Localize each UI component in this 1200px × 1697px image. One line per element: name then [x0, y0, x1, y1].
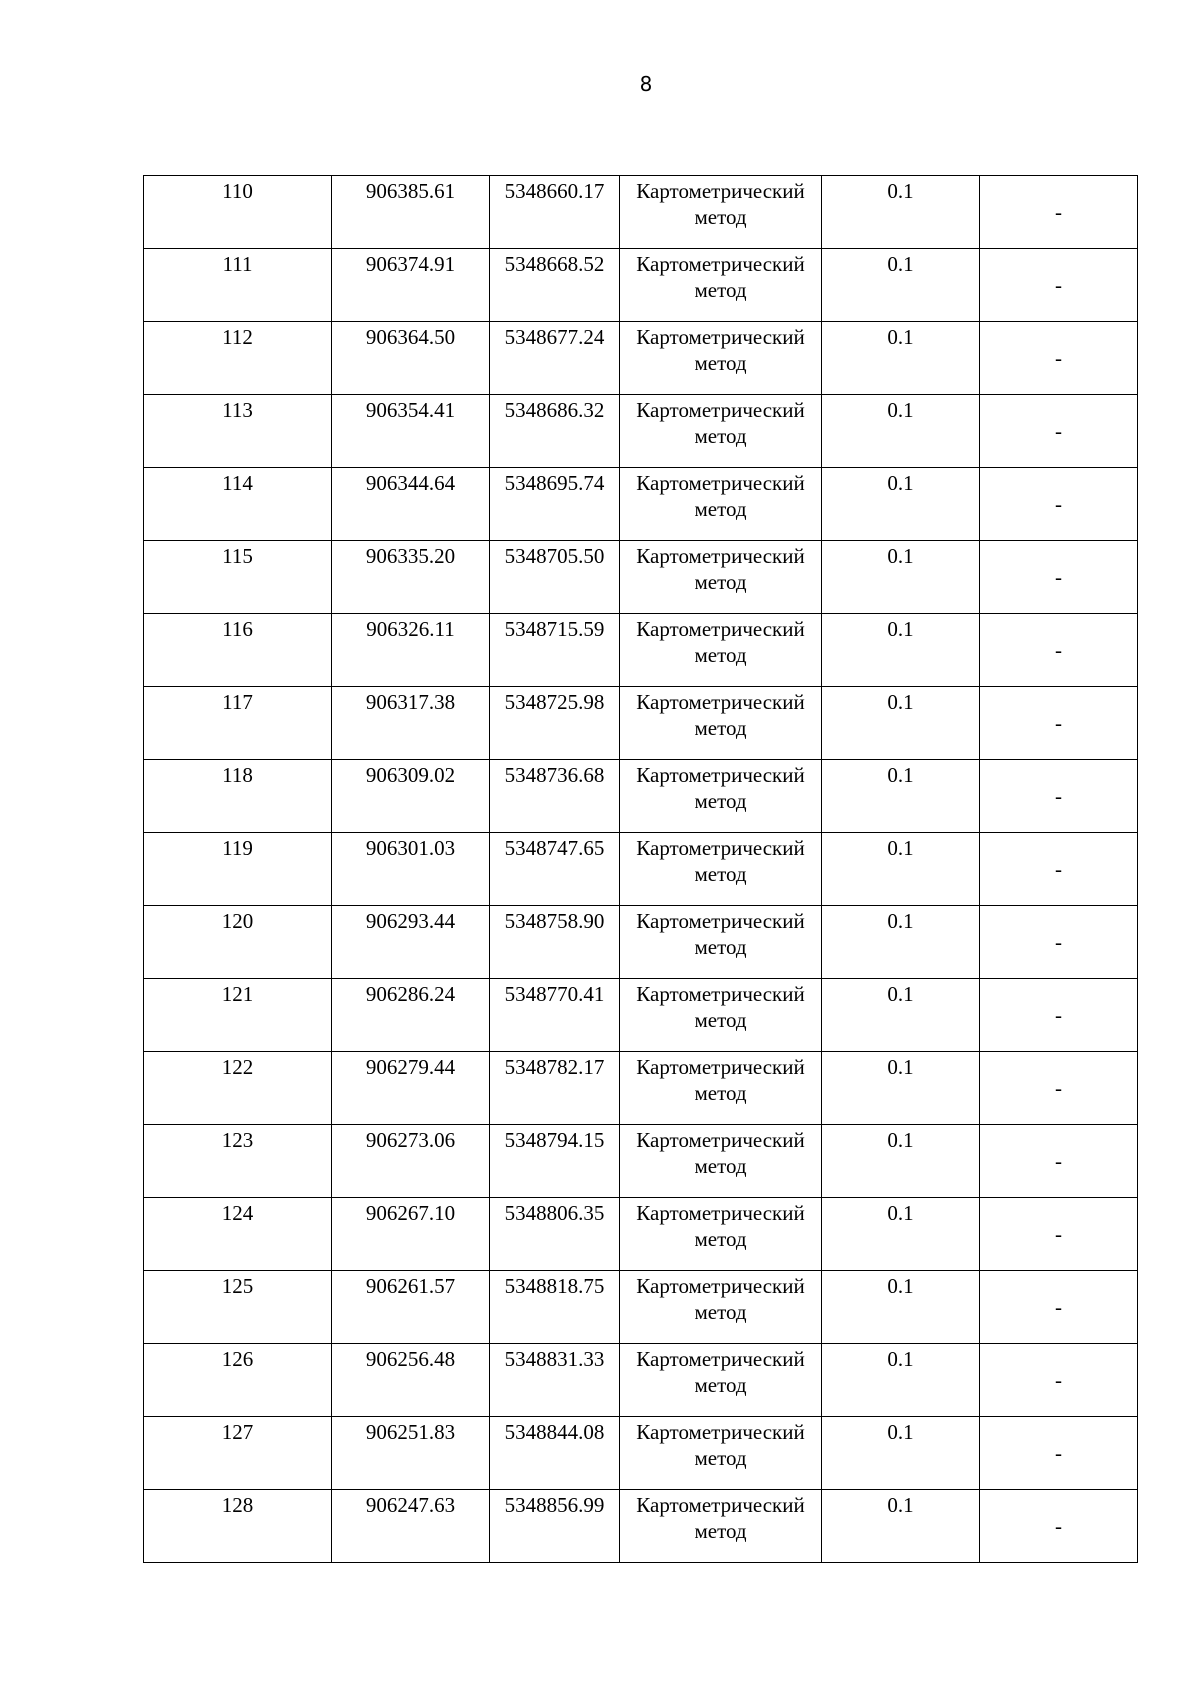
y-coordinate-cell: [490, 1271, 620, 1344]
accuracy-cell-text: 0.1: [887, 1420, 914, 1444]
accuracy-cell: [822, 1198, 980, 1271]
accuracy-cell-text: 0.1: [887, 1347, 914, 1371]
note-cell: [980, 687, 1138, 760]
accuracy-cell: [822, 906, 980, 979]
accuracy-cell-text: 0.1: [887, 1201, 914, 1225]
x-coordinate-cell: [332, 1271, 490, 1344]
accuracy-cell-text: 0.1: [887, 1493, 914, 1517]
method-cell-text: Картометрический метод: [636, 1201, 805, 1251]
method-cell: [620, 1271, 822, 1344]
accuracy-cell: [822, 833, 980, 906]
y-coordinate-cell: [490, 468, 620, 541]
accuracy-cell-text: 0.1: [887, 1055, 914, 1079]
accuracy-cell: [822, 395, 980, 468]
y-coordinate-cell-text: 5348660.17: [504, 179, 605, 203]
accuracy-cell: [822, 1125, 980, 1198]
method-cell-text: Картометрический метод: [636, 1055, 805, 1105]
accuracy-cell-text: 0.1: [887, 252, 914, 276]
y-coordinate-cell-text: 5348677.24: [504, 325, 605, 349]
note-cell: [980, 1052, 1138, 1125]
note-cell: [980, 1344, 1138, 1417]
note-cell-text: -: [1055, 1076, 1062, 1100]
y-coordinate-cell: [490, 1417, 620, 1490]
note-cell-text: -: [1055, 1222, 1062, 1246]
point-number-cell: [144, 468, 332, 541]
accuracy-cell-text: 0.1: [887, 1128, 914, 1152]
note-cell-text: -: [1055, 565, 1062, 589]
y-coordinate-cell-text: 5348831.33: [504, 1347, 605, 1371]
table-row: [144, 979, 1138, 1052]
x-coordinate-cell-text: 906273.06: [365, 1128, 456, 1152]
x-coordinate-cell: [332, 541, 490, 614]
table-row: [144, 1125, 1138, 1198]
table-row: [144, 322, 1138, 395]
table-row: [144, 176, 1138, 249]
x-coordinate-cell: [332, 833, 490, 906]
method-cell: [620, 395, 822, 468]
y-coordinate-cell-text: 5348736.68: [504, 763, 605, 787]
method-cell-text: Картометрический метод: [636, 763, 805, 813]
point-number-cell: [144, 322, 332, 395]
y-coordinate-cell-text: 5348818.75: [504, 1274, 605, 1298]
x-coordinate-cell-text: 906326.11: [366, 617, 455, 641]
y-coordinate-cell: [490, 979, 620, 1052]
method-cell-text: Картометрический метод: [636, 398, 805, 448]
x-coordinate-cell-text: 906301.03: [365, 836, 456, 860]
y-coordinate-cell-text: 5348747.65: [504, 836, 605, 860]
table-row: [144, 249, 1138, 322]
point-number-cell-text: 123: [221, 1128, 254, 1152]
table-row: [144, 614, 1138, 687]
table-row: [144, 1198, 1138, 1271]
accuracy-cell: [822, 1344, 980, 1417]
accuracy-cell-text: 0.1: [887, 909, 914, 933]
y-coordinate-cell: [490, 249, 620, 322]
note-cell-text: -: [1055, 1149, 1062, 1173]
point-number-cell-text: 110: [222, 179, 253, 203]
y-coordinate-cell: [490, 395, 620, 468]
x-coordinate-cell-text: 906256.48: [365, 1347, 456, 1371]
coordinates-table-body: [144, 176, 1138, 1563]
point-number-cell-text: 127: [221, 1420, 254, 1444]
table-row: [144, 760, 1138, 833]
point-number-cell: [144, 833, 332, 906]
method-cell: [620, 906, 822, 979]
x-coordinate-cell-text: 906335.20: [365, 544, 456, 568]
note-cell-text: -: [1055, 857, 1062, 881]
point-number-cell: [144, 1344, 332, 1417]
point-number-cell: [144, 1490, 332, 1563]
method-cell: [620, 1125, 822, 1198]
y-coordinate-cell: [490, 1344, 620, 1417]
accuracy-cell: [822, 1417, 980, 1490]
accuracy-cell: [822, 176, 980, 249]
accuracy-cell: [822, 322, 980, 395]
x-coordinate-cell: [332, 687, 490, 760]
note-cell: [980, 833, 1138, 906]
method-cell-text: Картометрический метод: [636, 471, 805, 521]
note-cell-text: -: [1055, 200, 1062, 224]
method-cell: [620, 249, 822, 322]
note-cell: [980, 1490, 1138, 1563]
table-row: [144, 395, 1138, 468]
point-number-cell: [144, 979, 332, 1052]
x-coordinate-cell-text: 906364.50: [365, 325, 456, 349]
accuracy-cell: [822, 687, 980, 760]
y-coordinate-cell: [490, 687, 620, 760]
method-cell: [620, 614, 822, 687]
x-coordinate-cell: [332, 1125, 490, 1198]
point-number-cell: [144, 1125, 332, 1198]
note-cell: [980, 1198, 1138, 1271]
table-row: [144, 468, 1138, 541]
y-coordinate-cell-text: 5348794.15: [504, 1128, 605, 1152]
x-coordinate-cell: [332, 760, 490, 833]
x-coordinate-cell-text: 906344.64: [365, 471, 456, 495]
accuracy-cell-text: 0.1: [887, 398, 914, 422]
x-coordinate-cell: [332, 468, 490, 541]
method-cell: [620, 176, 822, 249]
note-cell-text: -: [1055, 1514, 1062, 1538]
point-number-cell-text: 120: [221, 909, 254, 933]
method-cell-text: Картометрический метод: [636, 1274, 805, 1324]
method-cell: [620, 833, 822, 906]
method-cell: [620, 760, 822, 833]
table-row: [144, 906, 1138, 979]
point-number-cell-text: 122: [221, 1055, 254, 1079]
note-cell-text: -: [1055, 784, 1062, 808]
note-cell-text: -: [1055, 638, 1062, 662]
point-number-cell-text: 112: [222, 325, 253, 349]
note-cell: [980, 760, 1138, 833]
method-cell-text: Картометрический метод: [636, 1347, 805, 1397]
y-coordinate-cell: [490, 906, 620, 979]
y-coordinate-cell: [490, 1125, 620, 1198]
accuracy-cell-text: 0.1: [887, 836, 914, 860]
x-coordinate-cell: [332, 906, 490, 979]
y-coordinate-cell-text: 5348806.35: [504, 1201, 605, 1225]
note-cell: [980, 176, 1138, 249]
note-cell: [980, 906, 1138, 979]
method-cell-text: Картометрический метод: [636, 179, 805, 229]
accuracy-cell-text: 0.1: [887, 1274, 914, 1298]
method-cell: [620, 1198, 822, 1271]
y-coordinate-cell-text: 5348758.90: [504, 909, 605, 933]
accuracy-cell-text: 0.1: [887, 690, 914, 714]
note-cell-text: -: [1055, 930, 1062, 954]
point-number-cell-text: 114: [222, 471, 253, 495]
y-coordinate-cell: [490, 322, 620, 395]
point-number-cell-text: 117: [222, 690, 253, 714]
x-coordinate-cell: [332, 1052, 490, 1125]
note-cell-text: -: [1055, 1003, 1062, 1027]
accuracy-cell: [822, 1052, 980, 1125]
method-cell-text: Картометрический метод: [636, 982, 805, 1032]
point-number-cell-text: 118: [222, 763, 253, 787]
method-cell-text: Картометрический метод: [636, 836, 805, 886]
y-coordinate-cell: [490, 760, 620, 833]
x-coordinate-cell: [332, 322, 490, 395]
y-coordinate-cell-text: 5348686.32: [504, 398, 605, 422]
x-coordinate-cell: [332, 249, 490, 322]
y-coordinate-cell-text: 5348770.41: [504, 982, 605, 1006]
note-cell: [980, 395, 1138, 468]
y-coordinate-cell-text: 5348856.99: [504, 1493, 605, 1517]
x-coordinate-cell-text: 906309.02: [365, 763, 456, 787]
x-coordinate-cell-text: 906354.41: [365, 398, 456, 422]
method-cell: [620, 979, 822, 1052]
accuracy-cell-text: 0.1: [887, 544, 914, 568]
point-number-cell: [144, 249, 332, 322]
note-cell: [980, 979, 1138, 1052]
y-coordinate-cell-text: 5348705.50: [504, 544, 605, 568]
point-number-cell-text: 119: [222, 836, 253, 860]
point-number-cell: [144, 760, 332, 833]
method-cell-text: Картометрический метод: [636, 1493, 805, 1543]
method-cell: [620, 1052, 822, 1125]
accuracy-cell-text: 0.1: [887, 982, 914, 1006]
table-row: [144, 1490, 1138, 1563]
point-number-cell: [144, 1052, 332, 1125]
accuracy-cell: [822, 468, 980, 541]
point-number-cell: [144, 176, 332, 249]
x-coordinate-cell-text: 906286.24: [365, 982, 456, 1006]
table-row: [144, 1052, 1138, 1125]
table-row: [144, 1271, 1138, 1344]
table-row: [144, 833, 1138, 906]
x-coordinate-cell: [332, 1417, 490, 1490]
table-row: [144, 1344, 1138, 1417]
x-coordinate-cell-text: 906317.38: [365, 690, 456, 714]
note-cell: [980, 614, 1138, 687]
point-number-cell-text: 121: [221, 982, 254, 1006]
point-number-cell-text: 125: [221, 1274, 254, 1298]
x-coordinate-cell: [332, 1344, 490, 1417]
point-number-cell-text: 113: [222, 398, 253, 422]
method-cell-text: Картометрический метод: [636, 325, 805, 375]
note-cell: [980, 249, 1138, 322]
point-number-cell: [144, 1417, 332, 1490]
point-number-cell: [144, 1271, 332, 1344]
method-cell-text: Картометрический метод: [636, 1420, 805, 1470]
point-number-cell: [144, 1198, 332, 1271]
x-coordinate-cell-text: 906267.10: [365, 1201, 456, 1225]
x-coordinate-cell-text: 906293.44: [365, 909, 456, 933]
note-cell-text: -: [1055, 711, 1062, 735]
x-coordinate-cell: [332, 1198, 490, 1271]
method-cell: [620, 1417, 822, 1490]
y-coordinate-cell: [490, 833, 620, 906]
accuracy-cell: [822, 979, 980, 1052]
accuracy-cell-text: 0.1: [887, 325, 914, 349]
note-cell-text: -: [1055, 492, 1062, 516]
method-cell-text: Картометрический метод: [636, 617, 805, 667]
accuracy-cell-text: 0.1: [887, 617, 914, 641]
point-number-cell: [144, 541, 332, 614]
note-cell: [980, 1125, 1138, 1198]
method-cell-text: Картометрический метод: [636, 1128, 805, 1178]
y-coordinate-cell: [490, 176, 620, 249]
method-cell: [620, 541, 822, 614]
accuracy-cell-text: 0.1: [887, 471, 914, 495]
accuracy-cell: [822, 541, 980, 614]
point-number-cell-text: 128: [221, 1493, 254, 1517]
point-number-cell: [144, 906, 332, 979]
y-coordinate-cell-text: 5348844.08: [504, 1420, 605, 1444]
note-cell-text: -: [1055, 419, 1062, 443]
accuracy-cell: [822, 1271, 980, 1344]
x-coordinate-cell: [332, 395, 490, 468]
y-coordinate-cell-text: 5348715.59: [504, 617, 605, 641]
table-row: [144, 687, 1138, 760]
x-coordinate-cell-text: 906385.61: [365, 179, 456, 203]
x-coordinate-cell-text: 906374.91: [365, 252, 456, 276]
note-cell-text: -: [1055, 1295, 1062, 1319]
note-cell-text: -: [1055, 1441, 1062, 1465]
note-cell: [980, 322, 1138, 395]
method-cell-text: Картометрический метод: [636, 252, 805, 302]
accuracy-cell: [822, 1490, 980, 1563]
note-cell: [980, 1417, 1138, 1490]
y-coordinate-cell-text: 5348668.52: [504, 252, 605, 276]
y-coordinate-cell-text: 5348782.17: [504, 1055, 605, 1079]
point-number-cell-text: 126: [221, 1347, 254, 1371]
accuracy-cell: [822, 249, 980, 322]
table-row: [144, 1417, 1138, 1490]
method-cell-text: Картометрический метод: [636, 690, 805, 740]
x-coordinate-cell: [332, 1490, 490, 1563]
y-coordinate-cell-text: 5348695.74: [504, 471, 605, 495]
method-cell: [620, 1344, 822, 1417]
method-cell: [620, 687, 822, 760]
point-number-cell-text: 116: [222, 617, 253, 641]
accuracy-cell-text: 0.1: [887, 763, 914, 787]
note-cell: [980, 1271, 1138, 1344]
point-number-cell: [144, 395, 332, 468]
method-cell-text: Картометрический метод: [636, 544, 805, 594]
y-coordinate-cell: [490, 614, 620, 687]
accuracy-cell-text: 0.1: [887, 179, 914, 203]
y-coordinate-cell: [490, 1052, 620, 1125]
page-number: 8: [639, 72, 653, 96]
y-coordinate-cell: [490, 1490, 620, 1563]
y-coordinate-cell: [490, 1198, 620, 1271]
method-cell: [620, 468, 822, 541]
x-coordinate-cell-text: 906251.83: [365, 1420, 456, 1444]
method-cell-text: Картометрический метод: [636, 909, 805, 959]
method-cell: [620, 322, 822, 395]
point-number-cell: [144, 614, 332, 687]
accuracy-cell: [822, 614, 980, 687]
y-coordinate-cell: [490, 541, 620, 614]
point-number-cell-text: 124: [221, 1201, 254, 1225]
note-cell-text: -: [1055, 273, 1062, 297]
coordinates-table: [143, 175, 1138, 1563]
x-coordinate-cell-text: 906279.44: [365, 1055, 456, 1079]
note-cell: [980, 468, 1138, 541]
x-coordinate-cell: [332, 614, 490, 687]
x-coordinate-cell: [332, 176, 490, 249]
point-number-cell-text: 115: [222, 544, 253, 568]
accuracy-cell: [822, 760, 980, 833]
x-coordinate-cell-text: 906247.63: [365, 1493, 456, 1517]
note-cell-text: -: [1055, 346, 1062, 370]
note-cell: [980, 541, 1138, 614]
x-coordinate-cell: [332, 979, 490, 1052]
point-number-cell: [144, 687, 332, 760]
note-cell-text: -: [1055, 1368, 1062, 1392]
table-row: [144, 541, 1138, 614]
y-coordinate-cell-text: 5348725.98: [504, 690, 605, 714]
method-cell: [620, 1490, 822, 1563]
x-coordinate-cell-text: 906261.57: [365, 1274, 456, 1298]
point-number-cell-text: 111: [222, 252, 253, 276]
